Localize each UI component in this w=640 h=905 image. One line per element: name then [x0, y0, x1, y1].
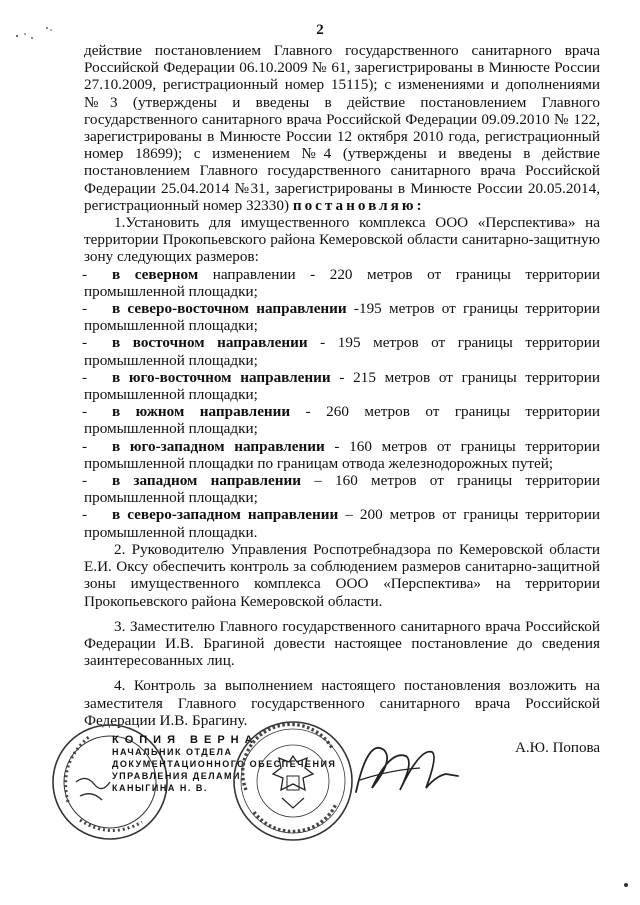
scan-specks [14, 24, 54, 44]
list-dash: - [82, 368, 88, 386]
signer-name: А.Ю. Попова [515, 740, 600, 756]
direction-distance: -195 метров от границы территории промышленной площадки; [84, 300, 600, 335]
direction-distance: - 260 метров от границы территории промышленной площадки; [84, 403, 600, 438]
direction-distance: - 215 метров от границы территории промышленной площадки; [84, 368, 600, 404]
stamp-title: КОПИЯ ВЕРНА [112, 734, 259, 746]
paragraph-gap [84, 610, 600, 618]
direction-label: в западном направлении [112, 472, 302, 490]
direction-distance: - 195 метров от границы территории промышленной площадки; [84, 334, 600, 369]
direction-label: в южном направлении [112, 403, 291, 421]
signature-area [0, 712, 640, 852]
zone-item-northwest [84, 506, 600, 540]
point-3: 3. Заместителю Главного государственного санитарного врача Российской Федерации И.В. Брагиной довести настоящее постановление до сведения заинтересованных лиц. [84, 617, 600, 670]
stamp-line: ДОКУМЕНТАЦИОННОГО ОБЕСПЕЧЕНИЯ [112, 759, 337, 769]
direction-distance: – 160 метров от границы территории промышленной площадки; [84, 472, 600, 507]
direction-distance: направлении - 220 метров от границы территории промышленной площадки; [84, 265, 600, 300]
direction-label: в восточном направлении [112, 334, 308, 352]
point-2: 2. Руководителю Управления Роспотребнадзора по Кемеровской области Е.И. Оксу обеспечить контроль за соблюдением размеров санитарно-защитной зоны имущественного комплекса ООО «Перспектива» на территории Прокопьевского района Кемеровской области. [84, 540, 600, 610]
list-dash: - [82, 334, 88, 352]
direction-label: в северном [112, 265, 199, 283]
zone-item-southwest [84, 438, 600, 472]
stamp-line: НАЧАЛЬНИК ОТДЕЛА [112, 747, 233, 757]
list-dash: - [82, 403, 88, 421]
direction-label: в юго-западном направлении [112, 437, 325, 455]
stamp-line: КАНЫГИНА Н. В. [112, 783, 208, 793]
direction-label: в северо-восточном направлении [112, 300, 347, 318]
intro-text: действие постановлением Главного государственного санитарного врача Российской Федерации 06.10.2009 № 61, зарегистрированы в Минюсте России 27.10.2009, регистрационный номер 15115); с изменениями и дополнениями №3 (утверждены и введены в действие постановлением Главного государственного санитарного врача Российской Федерации 09.09.2010 № 122, зарегистрированы в Минюсте России 12 октября 2010 года, регистрационный номер 18699); с изменением №4 (утверждены и введены в действие постановлением Главного государственного санитарного врача Российской Федерации 25.04.2014 №31, зарегистрированы в Минюсте России 20.05.2014, регистрационный номер 32330) [84, 42, 600, 214]
zone-item-southeast [84, 369, 600, 403]
scan-speck-icon [622, 881, 630, 889]
list-dash: - [82, 300, 88, 318]
handwritten-signature-icon [350, 730, 460, 810]
zone-item-east [84, 334, 600, 368]
point-4: 4. Контроль за выполнением настоящего постановления возложить на заместителя Главного государственного санитарного врача Российской Федерации И.В. Брагину. [84, 677, 600, 729]
zone-item-south [84, 403, 600, 437]
zone-item-north [84, 266, 600, 300]
stamp-line: УПРАВЛЕНИЯ ДЕЛАМИ [112, 771, 242, 781]
direction-distance: – 200 метров от границы территории промышленной площадки. [84, 506, 600, 541]
paragraph-gap [84, 669, 600, 677]
list-dash: - [82, 506, 88, 524]
point-1: 1.Установить для имущественного комплекса ООО «Перспектива» на территории Прокопьевского района Кемеровской области санитарно-защитную зону следующих размеров: [84, 214, 600, 266]
zone-item-west [84, 472, 600, 506]
official-seal-emblem-icon [232, 720, 354, 842]
resolve-word: постановляю: [292, 196, 425, 214]
direction-label: в юго-восточном направлении [112, 368, 331, 386]
intro-paragraph [84, 42, 600, 214]
document-body [84, 42, 600, 729]
zone-item-northeast [84, 300, 600, 334]
direction-distance: - 160 метров от границы территории промышленной площадки по границам отвода железнодорожных путей; [84, 437, 600, 472]
page-number: 2 [316, 22, 324, 38]
list-dash: - [82, 437, 88, 455]
list-dash: - [82, 265, 88, 283]
list-dash: - [82, 472, 88, 490]
direction-label: в северо-западном направлении [112, 506, 339, 524]
